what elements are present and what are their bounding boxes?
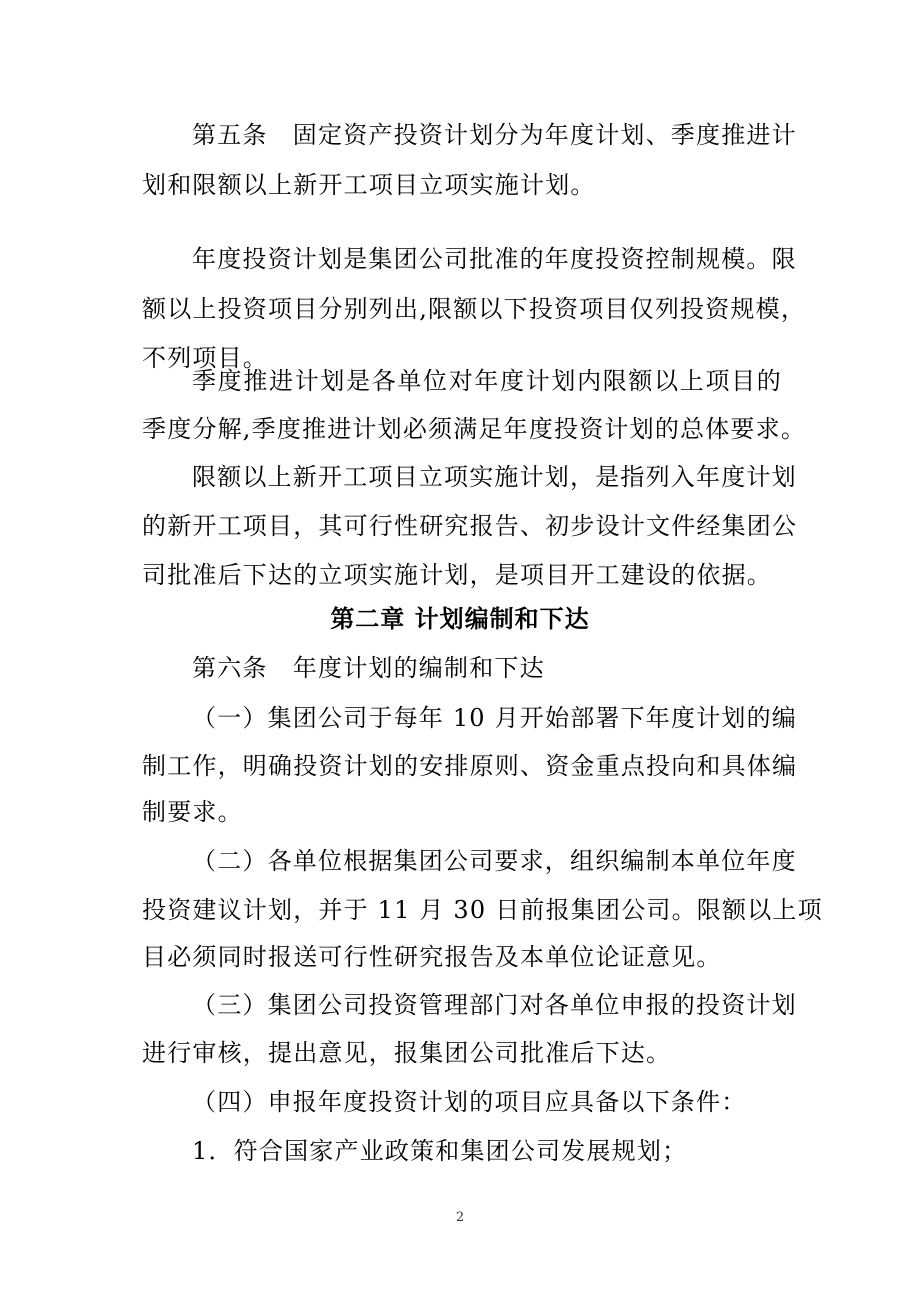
item-four-line-1: （四）申报年度投资计划的项目应具备以下条件： — [192, 1088, 747, 1116]
annual-plan-line-2: 额以上投资项目分别列出,限额以下投资项目仅列投资规模， — [142, 295, 807, 323]
new-project-plan-line-2: 的新开工项目，其可行性研究报告、初步设计文件经集团公 — [142, 512, 798, 540]
item-one-line-1: （一）集团公司于每年 10 月开始部署下年度计划的编 — [192, 704, 797, 732]
annual-plan-line-1: 年度投资计划是集团公司批准的年度投资控制规模。限 — [192, 245, 797, 273]
item-one-line-2: 制工作，明确投资计划的安排原则、资金重点投向和具体编 — [142, 752, 798, 780]
item-two-line-1: （二）各单位根据集团公司要求，组织编制本单位年度 — [192, 847, 797, 875]
item-three-line-2: 进行审核，提出意见，报集团公司批准后下达。 — [142, 1039, 672, 1067]
item-three-line-1: （三）集团公司投资管理部门对各单位申报的投资计划 — [192, 991, 797, 1019]
new-project-plan-line-1: 限额以上新开工项目立项实施计划，是指列入年度计划 — [192, 463, 797, 491]
item-two-line-2: 投资建议计划，并于 11 月 30 日前报集团公司。限额以上项 — [142, 896, 823, 924]
article-five-line-2: 划和限额以上新开工项目立项实施计划。 — [142, 171, 596, 199]
page-number: 2 — [455, 1210, 465, 1225]
annual-plan-line-3: 不列项目。 — [142, 344, 268, 372]
quarterly-plan-line-2: 季度分解,季度推进计划必须满足年度投资计划的总体要求。 — [142, 415, 807, 443]
article-five-line-1: 第五条 固定资产投资计划分为年度计划、季度推进计 — [192, 121, 797, 149]
condition-one-line-1: 1．符合国家产业政策和集团公司发展规划； — [192, 1137, 688, 1165]
quarterly-plan-line-1: 季度推进计划是各单位对年度计划内限额以上项目的 — [192, 367, 782, 395]
item-two-line-3: 目必须同时报送可行性研究报告及本单位论证意见。 — [142, 943, 722, 971]
new-project-plan-line-3: 司批准后下达的立项实施计划，是项目开工建设的依据。 — [142, 561, 772, 589]
item-one-line-3: 制要求。 — [142, 798, 243, 826]
article-six-title: 第六条 年度计划的编制和下达 — [192, 654, 545, 682]
chapter-heading: 第二章 计划编制和下达 — [330, 605, 590, 633]
